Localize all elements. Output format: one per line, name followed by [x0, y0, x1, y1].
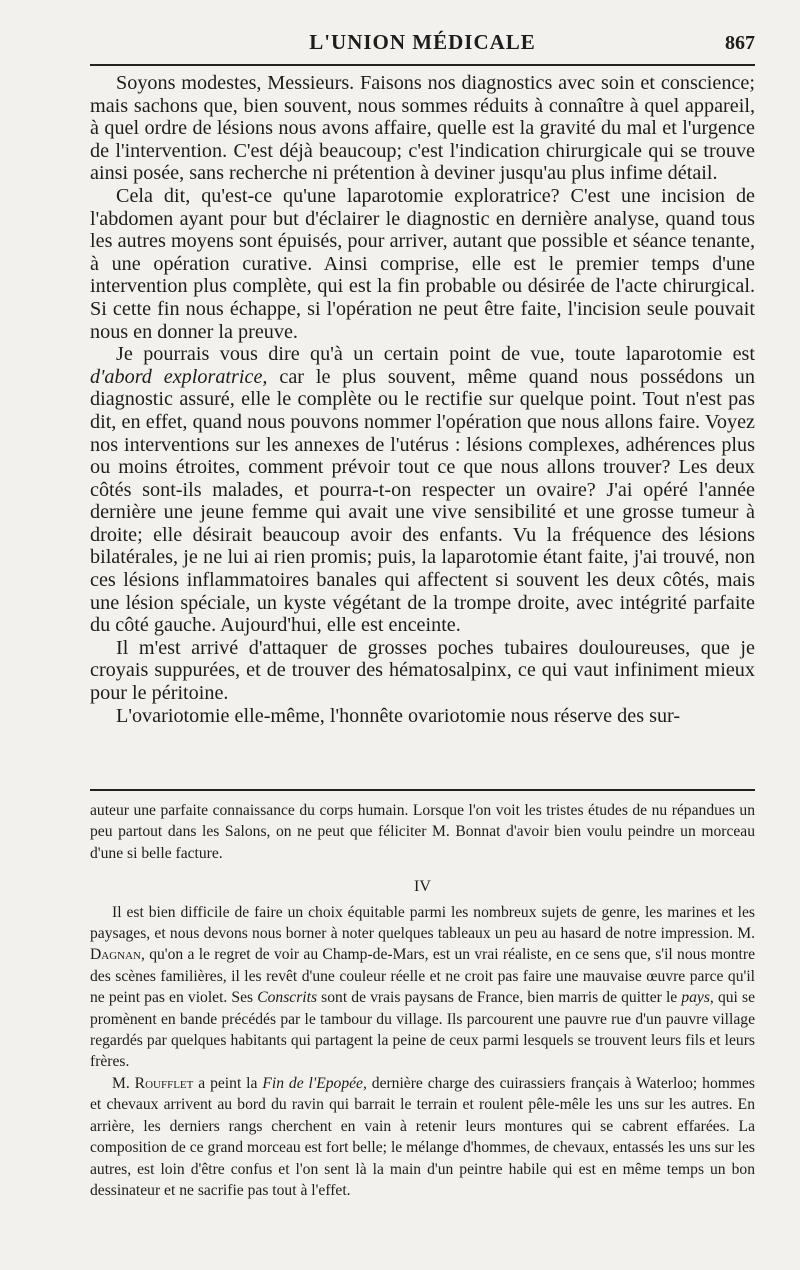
- text-run: Il m'est arrivé d'attaquer de grosses poches tubaires douloureuses, que je croyais suppurées, et de trouver des hématosalpinx, ce qui vaut infiniment mieux pour le péritoine.: [90, 636, 755, 705]
- running-header: [90, 30, 755, 58]
- text-run: auteur une parfaite connaissance du corps humain. Lorsque l'on voit les tristes études de nu répandues un peu partout dans les Salons, on ne peut que féliciter M. Bonnat d'avoir bien voulu peindre un morceau d'une si belle facture.: [90, 802, 755, 862]
- section-number: IV: [414, 878, 431, 896]
- text-run: sont de vrais paysans de France, bien marris de quitter le: [317, 989, 682, 1007]
- text-run: L'ovariotomie elle-même, l'honnête ovariotomie nous réserve des sur-: [116, 704, 681, 727]
- text-run: M.: [112, 1074, 135, 1092]
- journal-title: L'UNION MÉDICALE: [309, 30, 536, 54]
- text-run: , qui se promènent en bande précédés par le tambour du village. Ils parcourent une pauvre rue d'un pauvre village regardés par quelques habitants qui partagent la peine de ceux parmi lesquels se trouvent leurs fils et leurs frères.: [90, 989, 755, 1071]
- italic-phrase: d'abord exploratrice,: [90, 365, 268, 388]
- text-run: car le plus souvent, même quand nous possédons un diagnostic assuré, elle le complète ou le rectifie sur quelque point. Tout n'est pas dit, en effet, quand nous pouvons nommer l'opération que nous allons faire. Voyez nos interventions sur les annexes de l'utérus : lésions complexes, adhérences plus ou moins étroites, comment prévoir tout ce que nous allons trouver? Les deux côtés sont-ils malades, et pourra-t-on respecter un ovaire? J'ai opéré l'année dernière une jeune femme qui avait une vive sensibilité et une grosse tumeur à droite; elle désirait beaucoup avoir des enfants. Vu la fréquence des lésions bilatérales, je ne lui ai rien promis; puis, la laparotomie étant faite, j'ai trouvé, non ces lésions inflammatoires banales qui affectent si souvent les deux côtés, mais une lésion spéciale, un kyste végétant de la trompe droite, avec intégrité parfaite du côté gauche. Aujourd'hui, elle est enceinte.: [90, 365, 755, 637]
- page-number: 867: [725, 32, 755, 54]
- italic-phrase: pays: [681, 989, 710, 1007]
- text-run: dernière charge des cuirassiers français à Waterloo; hommes et chevaux arrivent au bord du ravin qui barrait le terrain et roulent pêle-mêle les uns sur les autres. En arrière, les derniers rangs cherchent en vain à retenir leurs montures qui se cabrent effarées. La composition de ce grand morceau est fort belle; le mélange d'hommes, de chevaux, entassés les uns sur les autres, est loin d'être confus et l'on sent là la main d'un peintre habile qui est en même temps un bon dessinateur et ne sacrifie pas tout à l'effet.: [90, 1074, 755, 1199]
- feuilleton-separator: [90, 789, 755, 791]
- body-paragraph: [90, 185, 755, 343]
- text-run: Soyons modestes, Messieurs. Faisons nos diagnostics avec soin et conscience; mais sachons que, bien souvent, nous sommes réduits à connaître à quel appareil, à quel ordre de lésions nous avons affaire, quelle est la gravité du mal et l'urgence de l'intervention. C'est déjà beaucoup; c'est l'indication chirurgicale qui se trouve ainsi posée, sans recherche ni prétention à deviner jusqu'au plus infime détail.: [90, 72, 755, 185]
- header-rule: [90, 64, 755, 66]
- feuilleton-paragraph: [90, 800, 755, 864]
- author-name: Roufflet: [134, 1074, 194, 1092]
- text-run: Cela dit, qu'est-ce qu'une laparotomie exploratrice? C'est une incision de l'abdomen ayant pour but d'éclairer le diagnostic en dernière analyse, quand tous les autres moyens sont épuisés, pour arriver, autant que possible et séance tenante, à une opération curative. Ainsi comprise, elle est le premier temps d'une intervention plus complète, qui est la fin probable ou désirée de l'acte chirurgical. Si cette fin nous échappe, si l'opération ne peut être faite, l'incision seule pouvait nous en donner la preuve.: [90, 184, 755, 343]
- feuilleton-paragraph: [90, 1073, 755, 1201]
- text-run: , qu'on a le regret de voir au Champ-de-Mars, est un vrai réaliste, en ce sens que, s'il nous montre des scènes familières, il les revêt d'une couleur réelle et ne croit pas faire une mauvaise œuvre parce qu'il ne peint pas en violet. Ses: [90, 946, 755, 1007]
- body-paragraph: [90, 72, 755, 185]
- body-paragraph: [90, 343, 755, 637]
- text-run: a peint la: [193, 1074, 263, 1092]
- text-run: Je pourrais vous dire qu'à un certain point de vue, toute laparotomie est: [116, 343, 755, 366]
- feuilleton-paragraph: [90, 902, 755, 1073]
- feuilleton-text: [90, 800, 755, 1201]
- text-run: Il est bien difficile de faire un choix équitable parmi les nombreux sujets de genre, les marines et les paysages, et nous devons nous borner à noter quelques tableaux un peu au hasard de notre impression. M.: [90, 903, 755, 943]
- italic-phrase: Fin de l'Epopée,: [262, 1074, 367, 1092]
- body-paragraph: [90, 705, 755, 728]
- main-text: [90, 72, 755, 727]
- author-name: Dagnan: [90, 946, 141, 964]
- italic-phrase: Conscrits: [257, 989, 318, 1007]
- body-paragraph: [90, 637, 755, 705]
